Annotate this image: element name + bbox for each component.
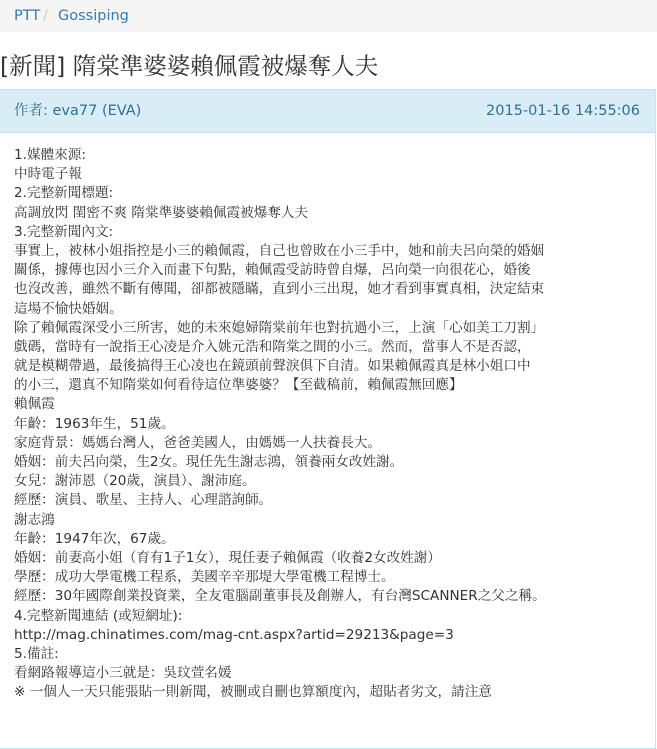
breadcrumb: [0, 0, 657, 32]
body-line: 賴佩霞: [14, 396, 55, 413]
body-line: 中時電子報: [14, 166, 82, 183]
body-line: 4.完整新聞連結 (或短網址):: [14, 607, 183, 624]
breadcrumb-link-ptt[interactable]: PTT: [14, 8, 41, 24]
body-line: 3.完整新聞內文:: [14, 223, 114, 240]
body-line: 2.完整新聞標題:: [14, 185, 114, 202]
body-line: ※ 一個人一天只能張貼一則新聞，被刪或自刪也算額度內，超貼者劣文，請注意: [14, 684, 492, 701]
body-line: 經歷：30年國際創業投資業，全友電腦副董事長及創辦人，有台灣SCANNER之父之稱。: [14, 588, 546, 605]
body-line: 婚姻：前妻高小姐（育有1子1女），現任妻子賴佩霞（收養2女改姓謝）: [14, 549, 441, 566]
article-meta-header: [0, 90, 655, 133]
article-title: [新聞] 隋棠準婆婆賴佩霞被爆奪人夫: [0, 52, 379, 80]
body-line: 1.媒體來源:: [14, 147, 86, 163]
breadcrumb-separator: /: [43, 8, 48, 24]
body-line: 年齡：1963年生，51歲。: [14, 415, 175, 432]
body-line: 5.備註:: [14, 645, 59, 662]
post-timestamp: 2015-01-16 14:55:06: [486, 103, 640, 119]
news-link-url[interactable]: http://mag.chinatimes.com/mag-cnt.aspx?artid=29213&page=3: [14, 626, 454, 643]
article-body: [14, 146, 644, 702]
body-line: 的小三，還真不知隋棠如何看待這位準婆婆？【至截稿前，賴佩霞無回應】: [14, 377, 463, 394]
body-line: 年齡：1947年次，67歲。: [14, 530, 175, 547]
body-line: 也沒改善，雖然不斷有傳聞，卻都被隱瞞，直到小三出現，她才看到事實真相，決定結束: [14, 281, 545, 298]
body-line: 這場不愉快婚姻。: [14, 300, 123, 317]
body-line: 經歷：演員、歌星、主持人、心理諮詢師。: [14, 492, 273, 509]
body-line: 事實上，被林小姐指控是小三的賴佩霞，自己也曾敗在小三手中，她和前夫呂向榮的婚姻: [14, 242, 545, 259]
body-line: 家庭背景：媽媽台灣人，爸爸美國人，由媽媽一人扶養長大。: [14, 434, 382, 451]
breadcrumb-link-gossiping[interactable]: Gossiping: [58, 8, 129, 24]
body-line: 高調放閃 閨密不爽 隋棠準婆婆賴佩霞被爆奪人夫: [14, 204, 309, 221]
body-line: 戲碼，當時有一說指王心凌是介入姚元浩和隋棠之間的小三。然而，當事人不是否認，: [14, 338, 531, 355]
body-line: 就是模糊帶過，最後搞得王心凌也在鏡頭前聲淚俱下自清。如果賴佩霞真是林小姐口中: [14, 358, 531, 375]
body-line: 關係，據傳也因小三介入而畫下句點，賴佩霞受訪時曾自爆，呂向榮一向很花心，婚後: [14, 262, 531, 279]
body-line: 學歷：成功大學電機工程系，美國辛辛那堤大學電機工程博士。: [14, 569, 395, 586]
body-line: 女兒：謝沛恩（20歲，演員）、謝沛庭。: [14, 473, 256, 490]
body-line: 婚姻：前夫呂向榮，生2女。現任先生謝志鴻，領養兩女改姓謝。: [14, 454, 404, 470]
author-label: 作者: eva77 (EVA): [14, 103, 142, 119]
body-line: 除了賴佩霞深受小三所害，她的未來媳婦隋棠前年也對抗過小三，上演「心如美工刀割」: [14, 319, 545, 336]
body-line: 看網路報導這小三就是：吳玟萱名媛: [14, 665, 232, 682]
body-line: 謝志鴻: [14, 511, 55, 528]
